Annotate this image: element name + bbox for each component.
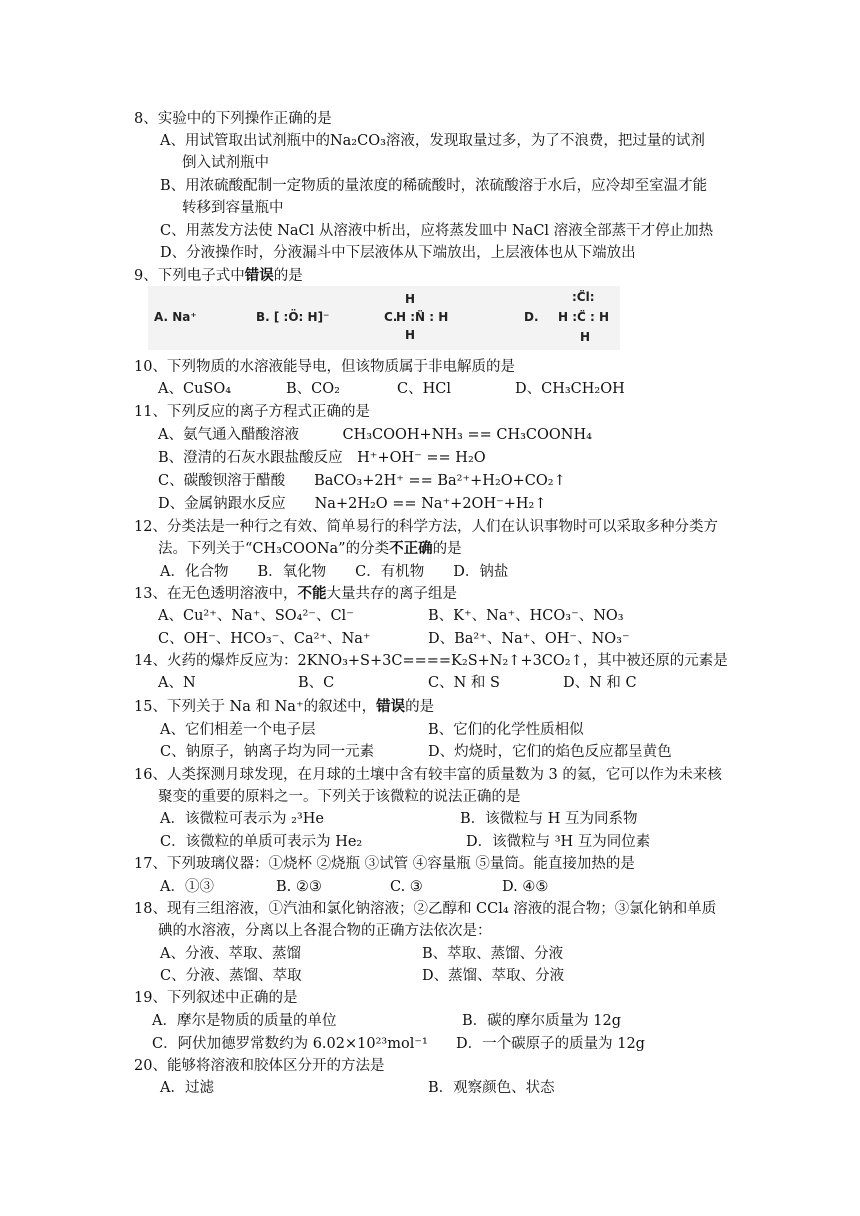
question-19-option-a: A．摩尔是物质的质量的单位 <box>152 1013 337 1029</box>
question-15-option-d: D、灼烧时，它们的焰色反应都呈黄色 <box>428 744 672 760</box>
question-15-stem-emphasis: 错误 <box>376 698 406 715</box>
question-8-option-a-line2: 倒入试剂瓶中 <box>182 155 269 171</box>
question-20-option-a: A．过滤 <box>160 1080 214 1096</box>
question-9-stem <box>134 265 303 287</box>
question-14-stem: 14、火药的爆炸反应为：2KNO₃+S+3C====K₂S+N₂↑+3CO₂↑，其中被还原的元素是 <box>134 653 728 669</box>
question-13-option-b: B、K⁺、Na⁺、HCO₃⁻、NO₃ <box>428 608 624 624</box>
question-9-stem-emphasis: 错误 <box>244 267 274 284</box>
question-14-option-a: A、N <box>158 675 196 691</box>
question-13-stem-text: 13、在无色透明溶液中， <box>134 586 298 602</box>
formula-option-c-bottom: H <box>405 328 416 342</box>
question-8-option-a-line1: A、用试管取出试剂瓶中的Na₂CO₃溶液，发现取量过多，为了不浪费，把过量的试剂 <box>160 133 705 149</box>
question-16-option-d: D．该微粒与 ³H 互为同位素 <box>466 834 651 850</box>
question-10-option-a: A、CuSO₄ <box>158 381 232 397</box>
question-11-stem: 11、下列反应的离子方程式正确的是 <box>134 404 370 420</box>
question-12-stem-line2 <box>158 538 462 560</box>
question-11-option-a: A、氨气通入醋酸溶液 CH₃COOH+NH₃ == CH₃COONH₄ <box>158 427 592 443</box>
question-19-option-d: D．一个碳原子的质量为 12g <box>456 1036 645 1052</box>
question-13-stem <box>134 583 457 605</box>
question-16-stem-line1: 16、人类探测月球发现，在月球的土壤中含有较丰富的质量数为 3 的氦，它可以作为未来核 <box>134 767 722 783</box>
question-10-stem: 10、下列物质的水溶液能导电，但该物质属于非电解质的是 <box>134 359 515 375</box>
question-15-stem-end: 的是 <box>405 699 435 715</box>
question-9-stem-end: 的是 <box>273 268 303 284</box>
question-13-option-a: A、Cu²⁺、Na⁺、SO₄²⁻、Cl⁻ <box>158 608 354 624</box>
question-19-option-c: C．阿伏加德罗常数约为 6.02×10²³mol⁻¹ <box>152 1036 428 1052</box>
question-11-option-c: C、碳酸钡溶于醋酸 BaCO₃+2H⁺ == Ba²⁺+H₂O+CO₂↑ <box>158 473 566 489</box>
question-20-stem: 20、能够将溶液和胶体区分开的方法是 <box>134 1058 385 1074</box>
question-8-stem: 8、实验中的下列操作正确的是 <box>134 111 332 127</box>
question-11-option-d: D、金属钠跟水反应 Na+2H₂O == Na⁺+2OH⁻+H₂↑ <box>158 496 547 512</box>
question-18-option-c: C、分液、蒸馏、萃取 <box>160 968 302 984</box>
question-15-option-b: B、它们的化学性质相似 <box>428 722 584 738</box>
question-15-stem-text: 15、下列关于 Na 和 Na⁺的叙述中， <box>134 699 377 715</box>
question-18-stem-line2: 碘的水溶液，分离以上各混合物的正确方法依次是： <box>158 923 492 939</box>
question-13-option-d: D、Ba²⁺、Na⁺、OH⁻、NO₃⁻ <box>428 631 630 647</box>
question-17-option-b: B. ②③ <box>276 879 322 895</box>
question-12-stem-line1: 12、分类法是一种行之有效、简单易行的科学方法，人们在认识事物时可以采取多种分类方 <box>134 519 718 535</box>
question-11-option-b: B、澄清的石灰水跟盐酸反应 H⁺+OH⁻ == H₂O <box>158 450 486 466</box>
formula-option-d-bottom: H <box>580 330 591 344</box>
question-16-option-c: C．该微粒的单质可表示为 He₂ <box>160 834 363 850</box>
question-10-option-c: C、HCl <box>397 381 451 397</box>
question-9-stem-text: 9、下列电子式中 <box>134 268 245 284</box>
question-12-stem-emphasis: 不正确 <box>389 540 433 557</box>
formula-option-d-top: :C̈l: <box>572 290 595 304</box>
question-15-option-a: A、它们相差一个电子层 <box>160 722 316 738</box>
question-15-stem <box>134 696 434 718</box>
question-12-stem-text: 法。下列关于“CH₃COONa”的分类 <box>158 541 390 557</box>
formula-option-d-label: D. <box>524 310 539 324</box>
formula-option-c-top: H <box>405 292 416 306</box>
question-8-option-b-line1: B、用浓硫酸配制一定物质的量浓度的稀硫酸时，浓硫酸溶于水后，应冷却至室温才能 <box>160 178 708 194</box>
question-12-stem-end: 的是 <box>432 541 462 557</box>
question-16-option-b: B．该微粒与 H 互为同系物 <box>460 811 638 827</box>
question-18-option-d: D、蒸馏、萃取、分液 <box>422 968 565 984</box>
question-15-option-c: C、钠原子，钠离子均为同一元素 <box>160 744 375 760</box>
question-8-option-c: C、用蒸发方法使 NaCl 从溶液中析出，应将蒸发皿中 NaCl 溶液全部蒸干才停止加热 <box>160 223 714 239</box>
formula-option-c-middle: H :N̈ : H <box>396 310 449 324</box>
question-14-option-d: D、N 和 C <box>563 675 637 691</box>
question-17-option-d: D. ④⑤ <box>502 879 549 895</box>
question-16-stem-line2: 聚变的重要的原料之一。下列关于该微粒的说法正确的是 <box>158 789 521 805</box>
question-8-option-d: D、分液操作时，分液漏斗中下层液体从下端放出，上层液体也从下端放出 <box>160 245 636 261</box>
question-17-option-c: C. ③ <box>390 879 423 895</box>
question-10-option-b: B、CO₂ <box>286 381 340 397</box>
question-18-option-b: B、萃取、蒸馏、分液 <box>422 946 564 962</box>
formula-option-d-middle: H :C̈ : H <box>558 310 610 324</box>
question-10-option-d: D、CH₃CH₂OH <box>515 381 625 397</box>
question-17-stem: 17、下列玻璃仪器：①烧杯 ②烧瓶 ③试管 ④容量瓶 ⑤量筒。能直接加热的是 <box>134 856 635 872</box>
question-18-option-a: A、分液、萃取、蒸馏 <box>160 946 301 962</box>
electron-formula-figure <box>148 286 620 350</box>
formula-option-b: B. [ :Ö: H]⁻ <box>256 310 330 324</box>
question-12-options: A．化合物 B．氧化物 C．有机物 D．钠盐 <box>160 564 509 580</box>
formula-option-a: A. Na⁺ <box>154 310 197 324</box>
question-19-option-b: B．碳的摩尔质量为 12g <box>462 1013 621 1029</box>
question-14-option-c: C、N 和 S <box>428 675 500 691</box>
question-20-option-b: B．观察颜色、状态 <box>428 1080 555 1096</box>
question-19-stem: 19、下列叙述中正确的是 <box>134 990 298 1006</box>
question-8-option-b-line2: 转移到容量瓶中 <box>182 200 284 216</box>
formula-option-c-label: C. <box>384 310 398 324</box>
question-16-option-a: A．该微粒可表示为 ₂³He <box>160 811 324 827</box>
question-14-option-b: B、C <box>298 675 335 691</box>
question-13-stem-end: 大量共存的离子组是 <box>326 586 457 602</box>
question-18-stem-line1: 18、现有三组溶液，①汽油和氯化钠溶液；②乙醇和 CCl₄ 溶液的混合物；③氯化钠和单质 <box>134 901 717 917</box>
question-13-stem-emphasis: 不能 <box>297 585 327 602</box>
question-17-option-a: A．①③ <box>160 879 214 895</box>
question-13-option-c: C、OH⁻、HCO₃⁻、Ca²⁺、Na⁺ <box>158 631 371 647</box>
